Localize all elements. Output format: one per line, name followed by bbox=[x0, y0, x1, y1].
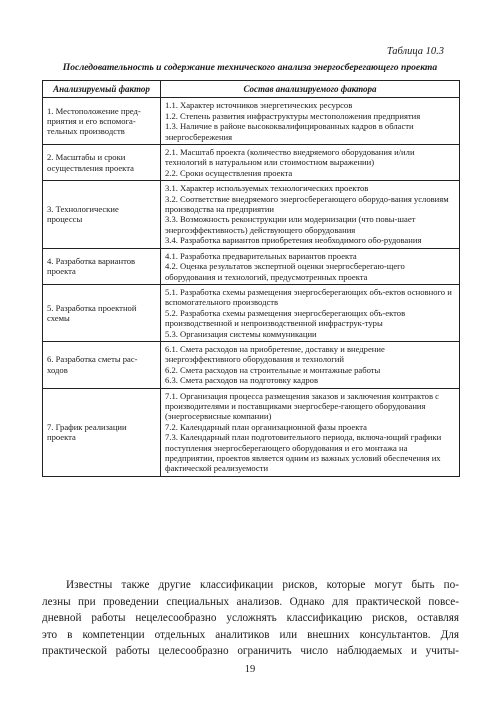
table-row bbox=[43, 284, 460, 341]
content-item: 4.2. Оценка результатов экспертной оценки энергосберегаю-щего оборудования и технологий, предусмотренных проекта bbox=[165, 261, 405, 282]
table-caption: Последовательность и содержание технического анализа энергосберегающего проекта bbox=[62, 62, 438, 73]
factor-cell: 1. Местоположение пред-приятия и его вспомога-тельных производств bbox=[43, 98, 161, 145]
header-content: Состав анализируемого фактора bbox=[161, 81, 460, 98]
content-cell bbox=[161, 388, 460, 476]
body-line: дневной работы нецелесообразно усложнять классификацию рисков, оставляя bbox=[42, 612, 459, 625]
content-item: 7.2. Календарный план организационной фазы проекта bbox=[165, 421, 367, 432]
content-item: 2.2. Сроки осуществления проекта bbox=[165, 167, 293, 178]
content-item: 1.2. Степень развития инфраструктуры местоположения предприятия bbox=[165, 110, 421, 121]
content-item: 3.3. Возможность реконструкции или модернизации (что повы-шает энергоэффективность) действующего оборудования bbox=[165, 214, 416, 235]
content-item: 7.3. Календарный план подготовительного периода, включа-ющий графики поступления энергосберегающего оборудования и его монтажа на предприятии, проектов является одним из важных условий обеспечения их фактической реализуемости bbox=[165, 432, 442, 474]
content-item: 3.1. Характер используемых технологических проектов bbox=[165, 183, 369, 194]
table-row bbox=[43, 341, 460, 388]
content-item: 2.1. Масштаб проекта (количество внедряемого оборудования и/или технологий в натуральном или стоимостном выражении) bbox=[165, 147, 415, 168]
table-row bbox=[43, 388, 460, 476]
content-item: 5.3. Организация системы коммуникации bbox=[165, 328, 317, 339]
factor-cell: 7. График реализации проекта bbox=[43, 388, 161, 476]
body-line: это в компетенции отдельных аналитиков или внешних консультантов. Для bbox=[42, 628, 459, 641]
content-cell bbox=[161, 98, 460, 145]
content-cell bbox=[161, 248, 460, 284]
table-row bbox=[43, 248, 460, 284]
content-item: 7.1. Организация процесса размещения заказов и заключения контрактов с производителями и поставщиками энергосбере-гающего оборудования (энергосервисные компании) bbox=[165, 390, 439, 422]
content-cell bbox=[161, 284, 460, 341]
page-number: 19 bbox=[244, 664, 256, 675]
content-item: 6.1. Смета расходов на приобретение, доставку и внедрение энергоэффективного оборудования и технологий bbox=[165, 343, 385, 365]
header-factor: Анализируемый фактор bbox=[43, 81, 161, 98]
content-cell bbox=[161, 145, 460, 181]
body-paragraph bbox=[42, 577, 459, 660]
content-item: 4.1. Разработка предварительных вариантов проекта bbox=[165, 250, 357, 261]
table-row bbox=[43, 181, 460, 248]
body-line: Известны также другие классификации рисков, которые могут быть по- bbox=[66, 579, 459, 591]
body-line: лезны при проведении специальных анализов. Однако для практической повсе- bbox=[42, 595, 459, 608]
factor-cell: 2. Масштабы и сроки осуществления проекта bbox=[43, 145, 161, 181]
factor-cell: 3. Технологические процессы bbox=[43, 181, 161, 248]
content-item: 6.2. Смета расходов на строительные и монтажные работы bbox=[165, 364, 381, 375]
body-line: практической работы целесообразно ограничить число наблюдаемых и учиты- bbox=[42, 645, 459, 658]
content-cell bbox=[161, 341, 460, 388]
table-number: Таблица 10.3 bbox=[386, 46, 444, 57]
content-item: 5.2. Разработка схемы размещения энергосберегающих объ-ектов производственной и непроизводственной инфраструк-туры bbox=[165, 307, 406, 329]
analysis-table bbox=[42, 80, 460, 477]
content-item: 1.3. Наличие в районе высококвалифицированных кадров в области энергосбережения bbox=[165, 121, 414, 142]
table-row bbox=[43, 98, 460, 145]
factor-cell: 5. Разработка проектной схемы bbox=[43, 284, 161, 341]
content-item: 5.1. Разработка схемы размещения энергосберегающих объ-ектов основного и вспомогательного производств bbox=[165, 286, 452, 308]
content-item: 6.3. Смета расходов на подготовку кадров bbox=[165, 375, 319, 386]
table-body bbox=[43, 98, 460, 476]
table-row bbox=[43, 145, 460, 181]
content-cell bbox=[161, 181, 460, 248]
factor-cell: 6. Разработка сметы рас-ходов bbox=[43, 341, 161, 388]
content-item: 1.1. Характер источников энергетических ресурсов bbox=[165, 100, 353, 111]
factor-cell: 4. Разработка вариантов проекта bbox=[43, 248, 161, 284]
content-item: 3.4. Разработка вариантов приобретения необходимого обо-рудования bbox=[165, 235, 422, 246]
content-item: 3.2. Соответствие внедряемого энергосберегающего оборудо-вания условиям производства на предприятии bbox=[165, 193, 449, 215]
table-header-row bbox=[43, 81, 460, 98]
